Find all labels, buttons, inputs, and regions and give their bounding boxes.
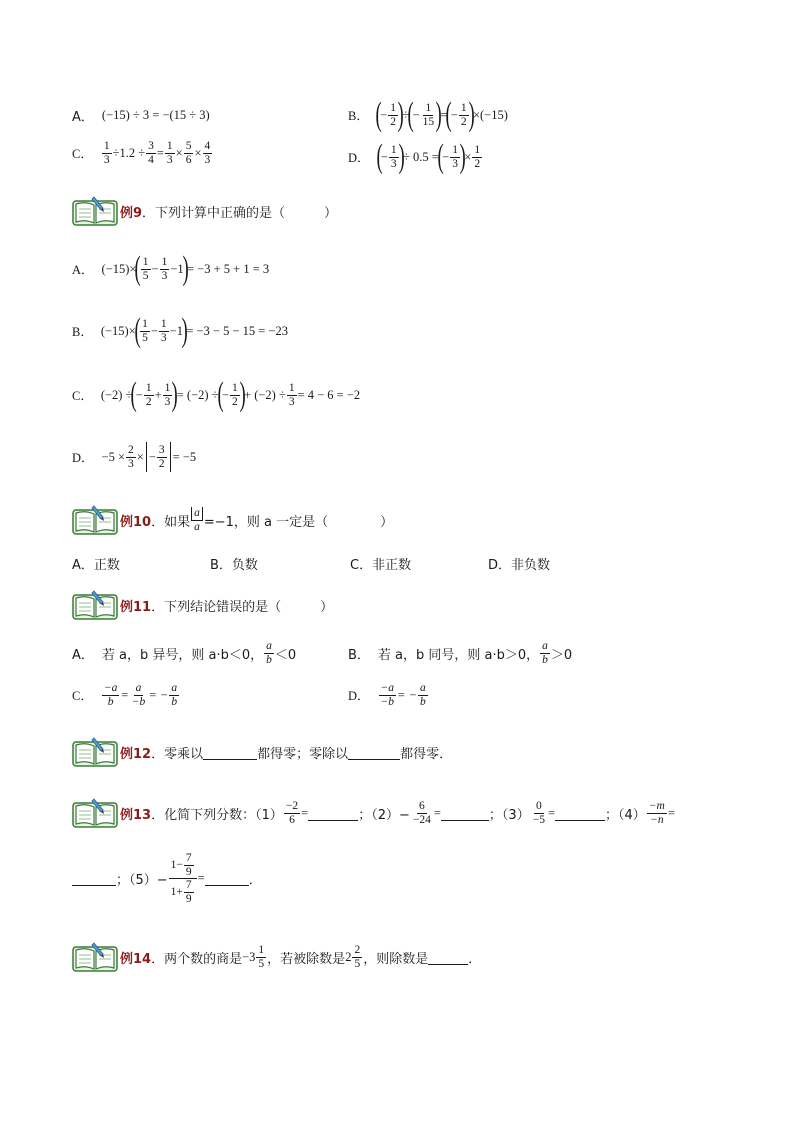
answer-blank[interactable] [441,806,489,821]
fraction: $\frac{3}{2}$ [158,443,165,470]
complex-fraction: 1− $\frac{7}{9}$ 1+ $\frac{7}{9}$ [169,852,197,906]
ex11-option-d: D． $\frac{-a}{-b}$ = − $\frac{a}{b}$ [348,682,426,708]
fraction: $\frac{-a}{-b}$ [380,682,395,708]
option-letter: D． [348,151,370,165]
option-letter: B． [348,109,369,123]
fraction: $\frac{1}{5}$ [258,943,265,970]
example-label: 例11 [120,599,152,615]
fraction: $\frac{a}{b}$ [266,640,272,666]
example-11-heading: 例11 ．下列结论错误的是（ ） [72,590,333,620]
fraction: $\frac{a}{b}$ [171,682,178,708]
option-letter: C． [72,147,93,162]
example-13: 例13 ．化简下列分数：（1） $\frac{-2}{6}$ = ；（2）− $\frac{6}{-24}$ = ；（3） $\frac{0}{-5}$ = ；（4） $\frac{-m}{-n}$ = [72,798,675,828]
fraction: $\frac{1}{2}$ [231,381,238,408]
example-10-heading: 例10 ．如果 $\frac{a}{a}$ =−1，则 a 一定是（ ） [72,505,393,535]
example-label: 例14 [120,951,152,967]
example-label: 例9 [120,205,143,221]
book-pencil-icon [72,942,118,972]
fraction: $\frac{1}{2}$ [460,101,467,128]
fraction: $\frac{a}{b}$ [542,640,548,666]
fraction: $\frac{1}{2}$ [145,381,152,408]
example-label: 例10 [120,514,152,530]
option-d: D．非负数 [488,558,551,573]
example-label: 例12 [120,746,152,762]
fraction: $\frac{1}{3}$ [288,381,295,408]
answer-blank[interactable] [203,745,257,760]
answer-blank[interactable] [428,950,468,965]
q8-option-a [72,106,210,125]
fraction: $\frac{2}{5}$ [354,943,361,970]
ex9-option-d: D． −5 × $\frac{2}{3}$ × − $\frac{3}{2}$ = −5 [72,442,196,472]
fraction: $\frac{6}{-24}$ [412,799,431,826]
fraction: $\frac{1}{5}$ [142,317,148,344]
answer-blank[interactable] [308,806,358,821]
answer-blank[interactable] [348,745,400,760]
fraction: $\frac{5}{6}$ [185,140,192,166]
ex10-options [72,554,550,573]
fraction: $\frac{1}{3}$ [166,140,173,166]
math-expression: (−15) ÷ 3 = −(15 ÷ 3) [101,108,210,122]
fraction: $\frac{1}{5}$ [142,255,149,282]
book-pencil-icon [72,590,118,620]
fraction: $\frac{a}{a}$ [191,507,203,533]
ex11-option-b: B． 若 a，b 同号，则 a·b＞0， $\frac{a}{b}$ ＞0 [348,640,573,666]
fraction: $\frac{1}{3}$ [103,140,110,166]
book-pencil-icon [72,798,118,828]
fraction: $\frac{1}{2}$ [390,101,396,128]
fraction: $\frac{a}{b}$ [420,682,426,708]
ex9-option-c: C． (−2) ÷ ( − $\frac{1}{2}$ + $\frac{1}{3}$ ) = (−2) ÷ ( − $\frac{1}{2}$ ) + (−2) ÷ $\frac{1}{3}$ = 4 − 6 = −2 [72,376,361,413]
fraction: $\frac{4}{3}$ [204,140,211,166]
example-12: 例12 ．零乘以 都得零；零除以 都得零． [72,737,452,767]
fraction: $\frac{1}{3}$ [390,143,397,170]
example-14: 例14 ．两个数的商是 −3 $\frac{1}{5}$ ，若被除数是 2 $\frac{2}{5}$ ，则除数是 ． [72,942,481,972]
q8-option-c: C． $\frac{1}{3}$ ÷1.2 ÷ $\frac{3}{4}$ = $\frac{1}{3}$ × $\frac{5}{6}$ × $\frac{4}{3}$ [72,140,211,166]
fraction: $\frac{a}{-b}$ [131,682,146,708]
fraction: $\frac{2}{3}$ [128,443,134,470]
answer-blank[interactable] [72,871,116,886]
ex11-option-c: C． $\frac{-a}{b}$ = $\frac{a}{-b}$ = − $\frac{a}{b}$ [72,682,178,708]
book-pencil-icon [72,505,118,535]
book-pencil-icon [72,737,118,767]
question-text: ．下列计算中正确的是（ ） [142,205,338,221]
example-9-heading [72,196,337,226]
fraction: $\frac{1}{2}$ [474,143,481,170]
q8-option-b: B． ( − $\frac{1}{2}$ ) ÷ ( − $\frac{1}{15}$ ) = ( − $\frac{1}{2}$ ) ×(−15) [348,96,508,133]
ex9-option-b: B． (−15)× ( $\frac{1}{5}$ − $\frac{1}{3}$ −1 ) = −3 − 5 − 15 = −23 [72,312,288,349]
fraction: $\frac{1}{3}$ [452,143,458,170]
option-letter: A． [72,110,94,125]
book-pencil-icon [72,196,118,226]
fraction: $\frac{-2}{6}$ [285,799,299,826]
answer-blank[interactable] [205,871,249,886]
option-c: C．非正数 [350,558,412,573]
fraction: $\frac{1}{15}$ [422,101,435,128]
example-13-line-2: ；（5）− 1− $\frac{7}{9}$ 1+ $\frac{7}{9}$ = ． [72,852,262,906]
answer-blank[interactable] [555,806,605,821]
fraction: $\frac{0}{-5}$ [532,799,545,826]
fraction: $\frac{1}{3}$ [160,317,167,344]
option-a: A．正数 [72,558,120,573]
example-label: 例13 [120,807,152,823]
ex11-option-a: A． 若 a，b 异号，则 a·b＜0， $\frac{a}{b}$ ＜0 [72,640,297,666]
fraction: $\frac{3}{4}$ [148,140,154,166]
fraction: $\frac{-m}{-n}$ [648,799,665,826]
option-b: B．负数 [210,558,258,573]
ex9-option-a: A． (−15)× ( $\frac{1}{5}$ − $\frac{1}{3}$ −1 ) = −3 + 5 + 1 = 3 [72,250,270,287]
q8-option-d: D． ( − $\frac{1}{3}$ ) ÷ 0.5 = ( − $\frac{1}{3}$ ) × $\frac{1}{2}$ [348,138,481,175]
fraction: $\frac{-a}{b}$ [103,682,118,708]
fraction: $\frac{1}{3}$ [164,381,171,408]
fraction: $\frac{1}{3}$ [161,255,168,282]
